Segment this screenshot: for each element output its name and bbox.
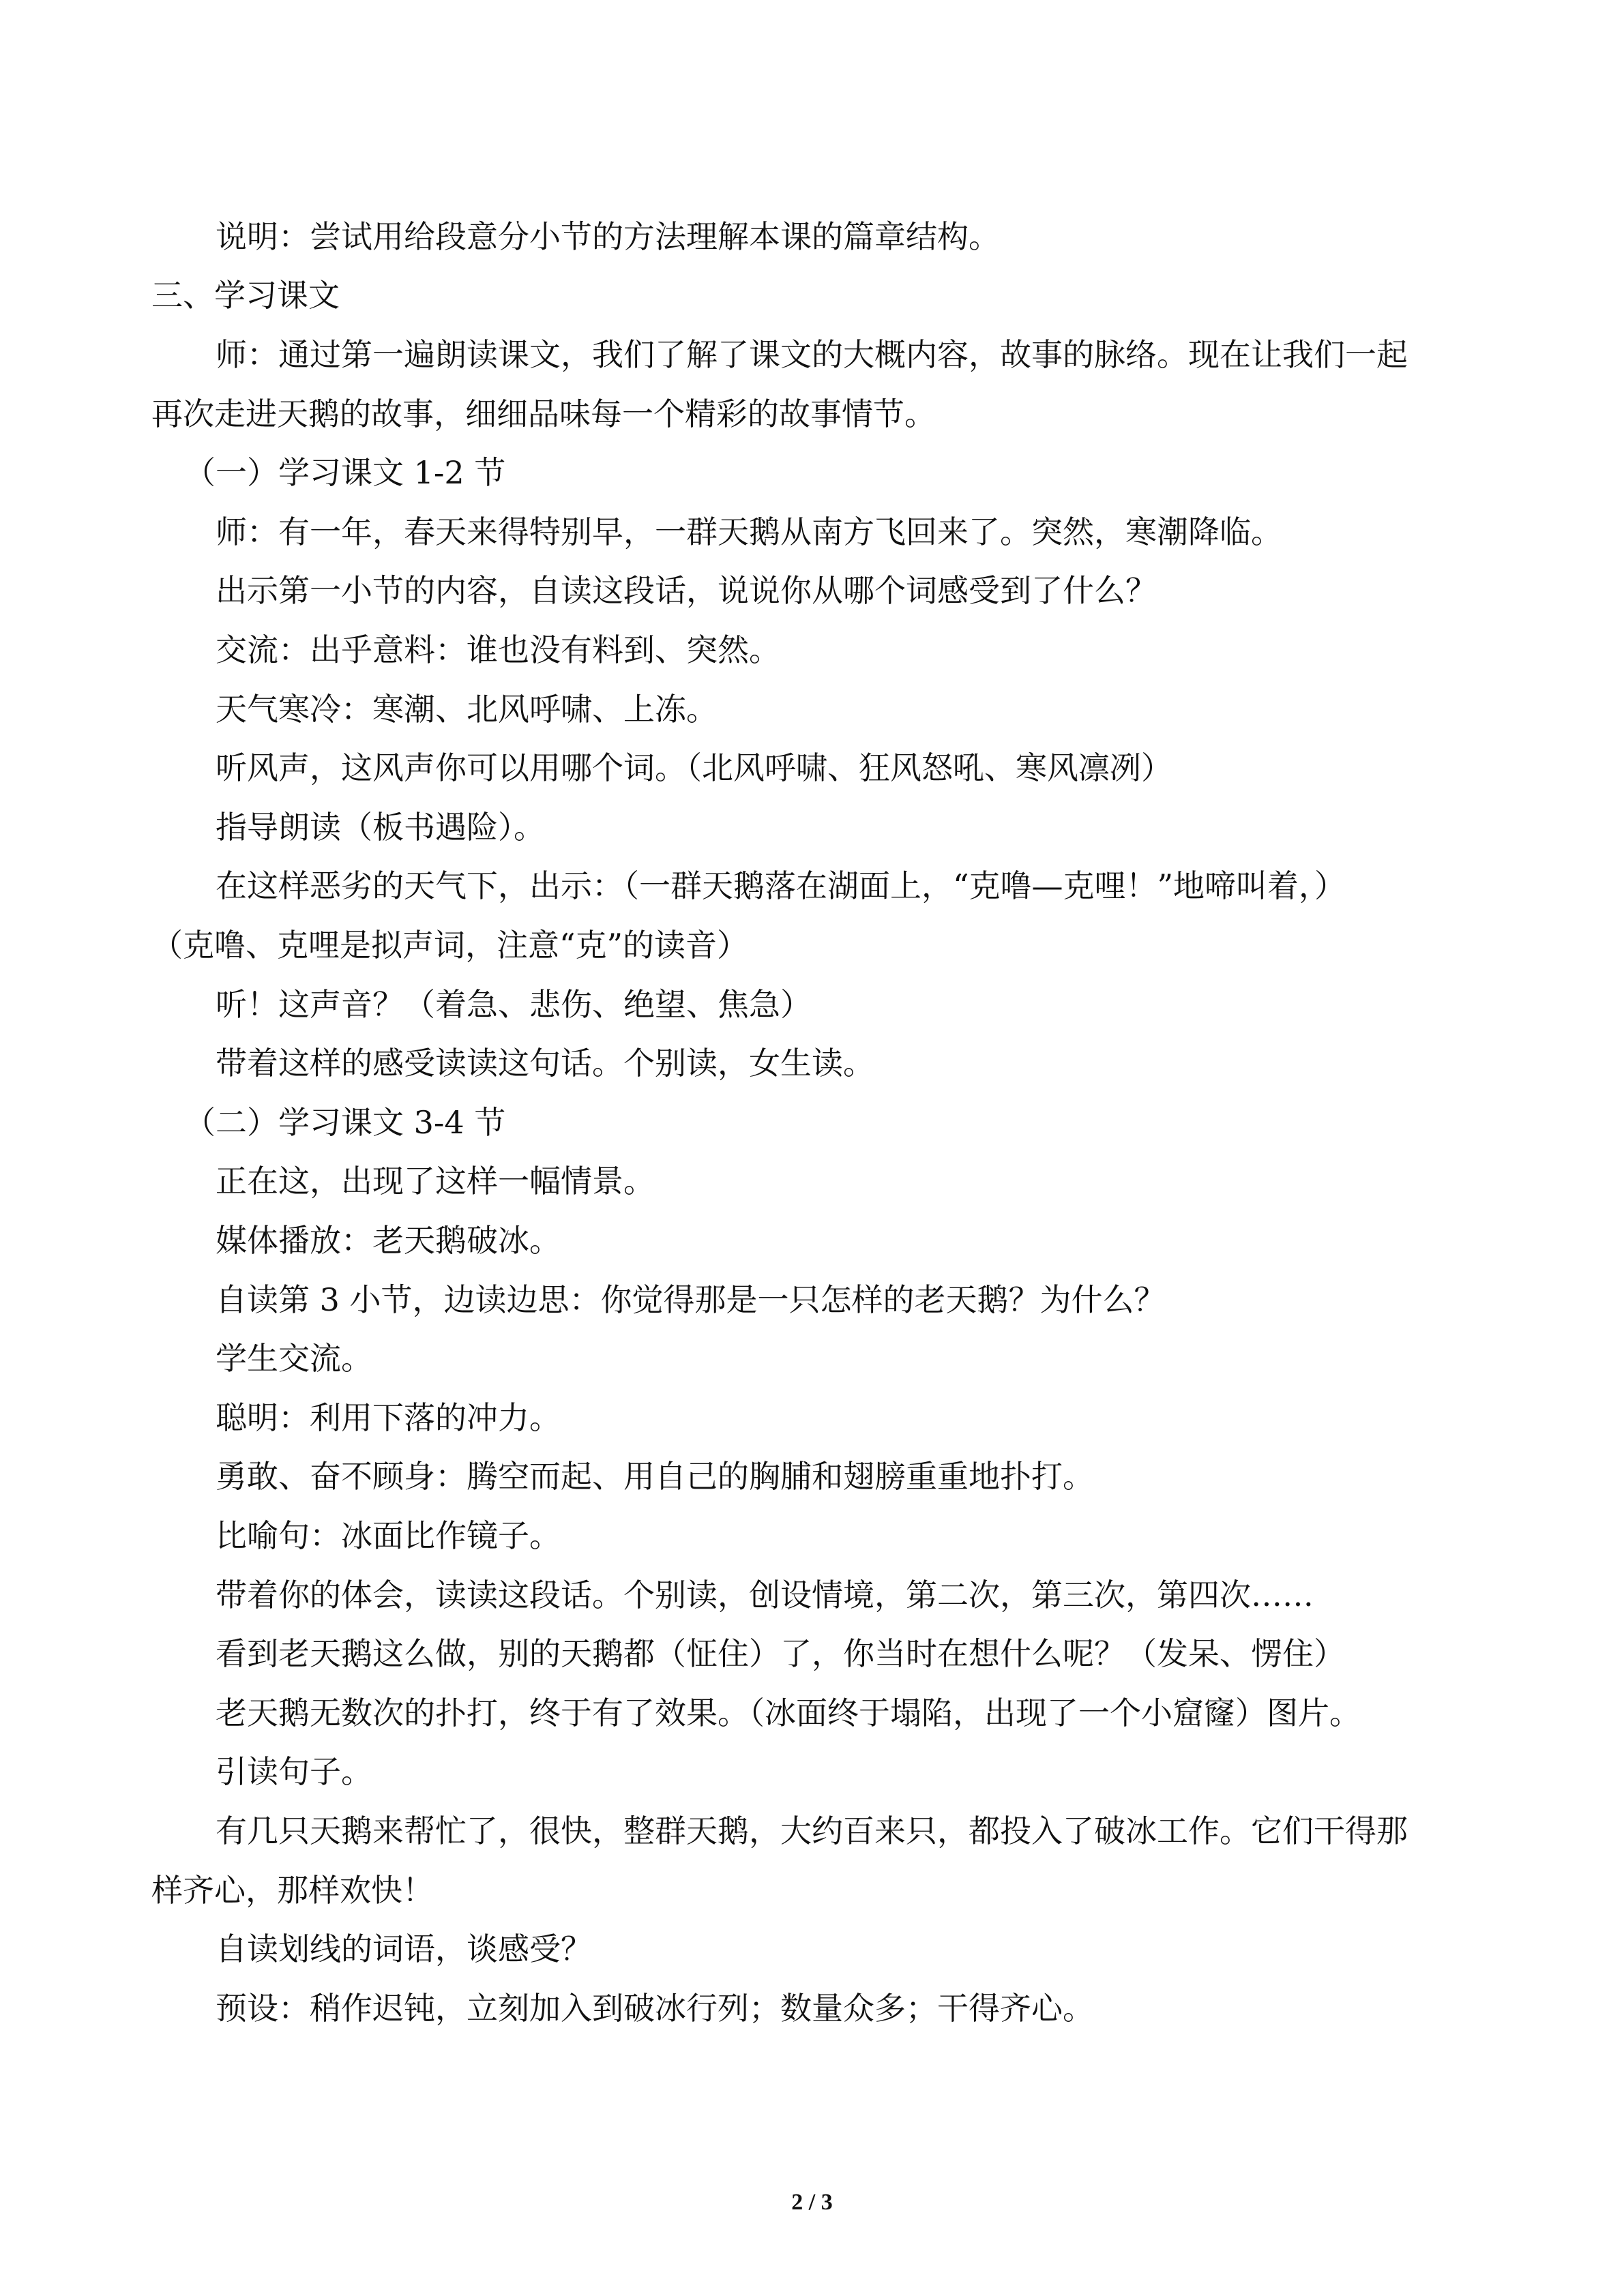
paragraph-line: 在这样恶劣的天气下，出示：（一群天鹅落在湖面上，“克噜—克哩！”地啼叫着，） — [216, 867, 1346, 904]
subsection-heading: （二）学习课文 3-4 节 — [184, 1104, 506, 1141]
paragraph-line: （克噜、克哩是拟声词，注意“克”的读音） — [151, 927, 749, 964]
paragraph-line: 看到老天鹅这么做，别的天鹅都（怔住）了，你当时在想什么呢？（发呆、愣住） — [216, 1635, 1345, 1672]
paragraph-line: 带着你的体会，读读这段话。个别读，创设情境，第二次，第三次，第四次…… — [216, 1577, 1314, 1613]
paragraph-line: 带着这样的感受读读这句话。个别读，女生读。 — [216, 1045, 874, 1082]
paragraph-line: 天气寒冷：寒潮、北风呼啸、上冻。 — [216, 691, 718, 728]
paragraph-line: 自读第 3 小节，边读边思：你觉得那是一只怎样的老天鹅？为什么？ — [216, 1281, 1166, 1318]
paragraph-line: 引读句子。 — [216, 1753, 372, 1790]
paragraph-line: 指导朗读（板书遇险）。 — [216, 809, 545, 846]
paragraph-line: 老天鹅无数次的扑打，终于有了效果。（冰面终于塌陷，出现了一个小窟窿）图片。 — [216, 1695, 1361, 1731]
paragraph-line: 学生交流。 — [216, 1340, 372, 1377]
paragraph-line: 自读划线的词语，谈感受？ — [216, 1930, 592, 1967]
paragraph-line: 比喻句：冰面比作镜子。 — [216, 1517, 561, 1554]
paragraph-line: 出示第一小节的内容，自读这段话，说说你从哪个词感受到了什么？ — [216, 572, 1157, 609]
paragraph-line: 交流：出乎意料：谁也没有料到、突然。 — [216, 631, 780, 668]
paragraph-line: 师：通过第一遍朗读课文，我们了解了课文的大概内容，故事的脉络。现在让我们一起 — [216, 336, 1408, 373]
paragraph-line: 听风声，这风声你可以用哪个词。（北风呼啸、狂风怒吼、寒风凛冽） — [216, 749, 1172, 786]
paragraph-line: 说明：尝试用给段意分小节的方法理解本课的篇章结构。 — [216, 218, 1000, 255]
page-number: 2 / 3 — [791, 2190, 833, 2215]
paragraph-line: 勇敢、奋不顾身：腾空而起、用自己的胸脯和翅膀重重地扑打。 — [216, 1458, 1094, 1495]
paragraph-line: 媒体播放：老天鹅破冰。 — [216, 1222, 561, 1259]
paragraph-line: 听！这声音？（着急、悲伤、绝望、焦急） — [216, 986, 812, 1023]
paragraph-line: 有几只天鹅来帮忙了，很快，整群天鹅，大约百来只，都投入了破冰工作。它们干得那 — [216, 1813, 1408, 1849]
paragraph-line: 样齐心，那样欢快！ — [151, 1872, 434, 1909]
paragraph-line: 师：有一年，春天来得特别早，一群天鹅从南方飞回来了。突然，寒潮降临。 — [216, 513, 1282, 550]
paragraph-line: 聪明：利用下落的冲力。 — [216, 1399, 561, 1436]
paragraph-line: 正在这，出现了这样一幅情景。 — [216, 1163, 655, 1199]
subsection-heading: （一）学习课文 1-2 节 — [184, 454, 506, 491]
paragraph-line: 预设：稍作迟钝，立刻加入到破冰行列；数量众多；干得齐心。 — [216, 1990, 1094, 2027]
section-heading: 三、学习课文 — [151, 277, 340, 314]
paragraph-line: 再次走进天鹅的故事，细细品味每一个精彩的故事情节。 — [151, 396, 936, 432]
